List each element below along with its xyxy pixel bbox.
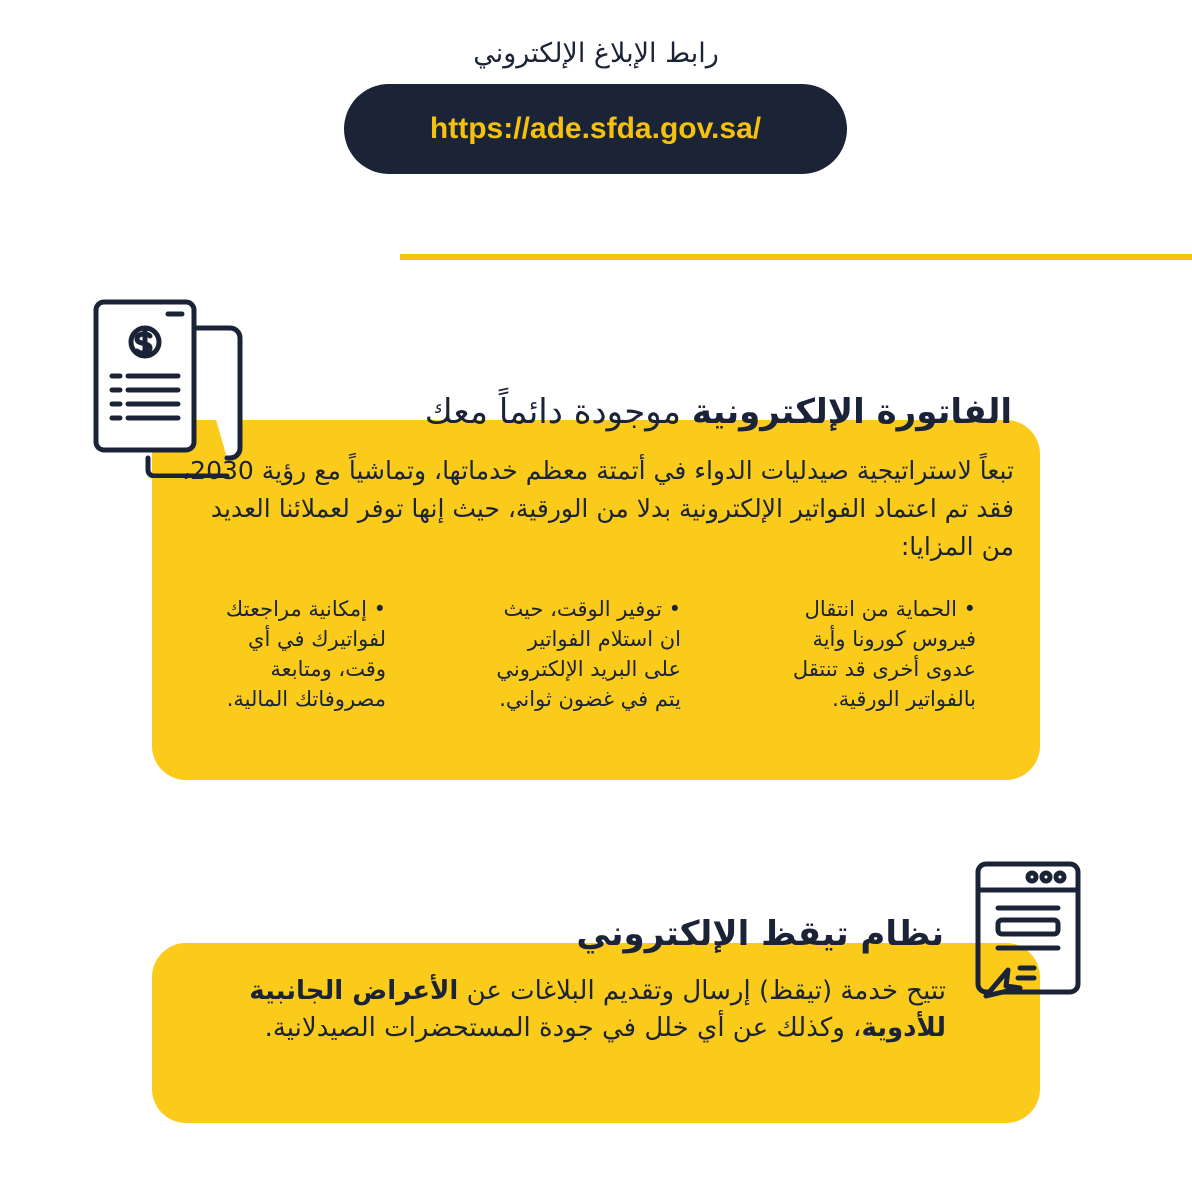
feature-item: • إمكانية مراجعتك لفواتيرك في أي وقت، ومتابعة مصروفاتك المالية. xyxy=(196,594,386,714)
invoice-heading-regular: موجودة دائماً معك xyxy=(424,392,682,432)
alert-desc-part1: تتيح خدمة (تيقظ) إرسال وتقديم البلاغات عن xyxy=(458,976,946,1006)
invoice-heading-bold: الفاتورة الإلكترونية xyxy=(691,392,1012,432)
cursor-icon xyxy=(978,956,1042,1008)
report-url-link[interactable]: https://ade.sfda.gov.sa/ xyxy=(429,112,762,145)
invoice-intro: تبعاً لاستراتيجية صيدليات الدواء في أتمتة معظم خدماتها، وتماشياً مع رؤية 2030، فقد تم اعتماد الفواتير الإلكترونية بدلا من الورقية، حيث إنها توفر لعملائنا العديد من المزايا: xyxy=(182,456,1014,561)
invoice-heading xyxy=(360,392,1012,432)
report-url-button[interactable] xyxy=(344,84,847,174)
alert-heading: نظام تيقظ الإلكتروني xyxy=(576,914,944,954)
alert-description xyxy=(206,973,946,1047)
invoice-features-list xyxy=(196,594,976,714)
report-link-label: رابط الإبلاغ الإلكتروني xyxy=(473,38,719,69)
feature-item: • الحماية من انتقال فيروس كورونا وأية عدوى أخرى قد تنتقل بالفواتير الورقية. xyxy=(786,594,976,714)
feature-item: • توفير الوقت، حيث ان استلام الفواتير على البريد الإلكتروني يتم في غضون ثواني. xyxy=(491,594,681,714)
alert-desc-part2: ، وكذلك عن أي خلل في جودة المستحضرات الصيدلانية. xyxy=(264,1013,862,1043)
invoice-dollar-icon xyxy=(90,298,250,478)
alert-desc-bold: الأعراض الجانبية للأدوية xyxy=(249,976,946,1043)
divider-line xyxy=(400,254,1192,260)
